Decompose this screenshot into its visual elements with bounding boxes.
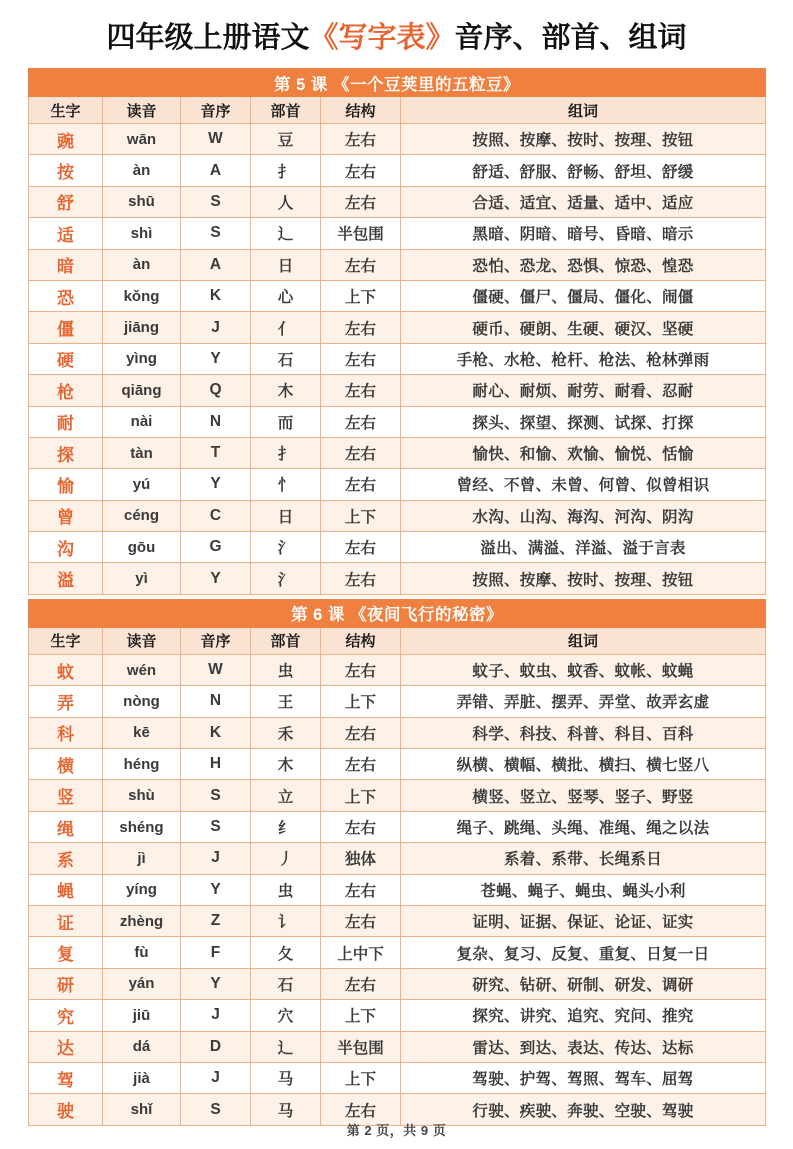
col-header-zi: 生字 bbox=[29, 627, 103, 654]
cell-duyin: shǐ bbox=[103, 1094, 181, 1125]
cell-yinxu: S bbox=[181, 218, 251, 249]
cell-yinxu: Y bbox=[181, 343, 251, 374]
cell-zuci: 硬币、硬朗、生硬、硬汉、坚硬 bbox=[401, 312, 766, 343]
title-part3: 音序、部首、组词 bbox=[454, 22, 687, 54]
table-row bbox=[29, 1031, 766, 1062]
cell-bushou: 而 bbox=[251, 406, 321, 437]
cell-zi: 达 bbox=[29, 1031, 103, 1062]
cell-jiegou: 左右 bbox=[321, 749, 401, 780]
cell-zi: 曾 bbox=[29, 500, 103, 531]
cell-bushou: 氵 bbox=[251, 532, 321, 563]
page-title bbox=[28, 18, 765, 58]
lesson-table-5 bbox=[28, 68, 766, 595]
table-row bbox=[29, 437, 766, 468]
cell-jiegou: 左右 bbox=[321, 437, 401, 468]
cell-zuci: 曾经、不曾、未曾、何曾、似曾相识 bbox=[401, 469, 766, 500]
cell-zi: 复 bbox=[29, 937, 103, 968]
cell-jiegou: 半包围 bbox=[321, 1031, 401, 1062]
cell-duyin: yìng bbox=[103, 343, 181, 374]
cell-yinxu: S bbox=[181, 186, 251, 217]
table-row bbox=[29, 937, 766, 968]
table-row bbox=[29, 905, 766, 936]
cell-jiegou: 左右 bbox=[321, 124, 401, 155]
column-header-row bbox=[29, 97, 766, 124]
cell-bushou: 扌 bbox=[251, 437, 321, 468]
cell-duyin: nài bbox=[103, 406, 181, 437]
lesson-table-6 bbox=[28, 599, 766, 1126]
cell-bushou: 夂 bbox=[251, 937, 321, 968]
cell-yinxu: A bbox=[181, 249, 251, 280]
col-header-yinxu: 音序 bbox=[181, 627, 251, 654]
cell-zi: 豌 bbox=[29, 124, 103, 155]
cell-zuci: 研究、钻研、研制、研发、调研 bbox=[401, 968, 766, 999]
cell-duyin: shéng bbox=[103, 811, 181, 842]
cell-jiegou: 左右 bbox=[321, 406, 401, 437]
cell-zuci: 雷达、到达、表达、传达、达标 bbox=[401, 1031, 766, 1062]
cell-yinxu: W bbox=[181, 654, 251, 685]
cell-duyin: wān bbox=[103, 124, 181, 155]
cell-zi: 舒 bbox=[29, 186, 103, 217]
col-header-yinxu: 音序 bbox=[181, 97, 251, 124]
cell-zi: 僵 bbox=[29, 312, 103, 343]
cell-zi: 硬 bbox=[29, 343, 103, 374]
col-header-bushou: 部首 bbox=[251, 627, 321, 654]
cell-bushou: 丿 bbox=[251, 843, 321, 874]
cell-yinxu: S bbox=[181, 780, 251, 811]
cell-duyin: yíng bbox=[103, 874, 181, 905]
cell-jiegou: 左右 bbox=[321, 717, 401, 748]
cell-jiegou: 独体 bbox=[321, 843, 401, 874]
cell-zuci: 驾驶、护驾、驾照、驾车、屈驾 bbox=[401, 1062, 766, 1093]
cell-zuci: 蚊子、蚊虫、蚊香、蚊帐、蚊蝇 bbox=[401, 654, 766, 685]
cell-zuci: 舒适、舒服、舒畅、舒坦、舒缓 bbox=[401, 155, 766, 186]
table-row bbox=[29, 500, 766, 531]
cell-bushou: 虫 bbox=[251, 874, 321, 905]
cell-duyin: yì bbox=[103, 563, 181, 594]
cell-jiegou: 上下 bbox=[321, 280, 401, 311]
cell-yinxu: N bbox=[181, 686, 251, 717]
cell-jiegou: 左右 bbox=[321, 905, 401, 936]
cell-jiegou: 左右 bbox=[321, 1094, 401, 1125]
table-row bbox=[29, 532, 766, 563]
cell-zuci: 僵硬、僵尸、僵局、僵化、闹僵 bbox=[401, 280, 766, 311]
cell-jiegou: 上下 bbox=[321, 500, 401, 531]
cell-zuci: 按照、按摩、按时、按理、按钮 bbox=[401, 563, 766, 594]
cell-bushou: 豆 bbox=[251, 124, 321, 155]
table-row bbox=[29, 717, 766, 748]
cell-bushou: 日 bbox=[251, 500, 321, 531]
cell-bushou: 辶 bbox=[251, 1031, 321, 1062]
cell-zuci: 弄错、弄脏、摆弄、弄堂、故弄玄虚 bbox=[401, 686, 766, 717]
cell-yinxu: N bbox=[181, 406, 251, 437]
cell-yinxu: C bbox=[181, 500, 251, 531]
table-row bbox=[29, 686, 766, 717]
table-row bbox=[29, 249, 766, 280]
lesson-heading-row bbox=[29, 69, 766, 97]
cell-zi: 蚊 bbox=[29, 654, 103, 685]
cell-bushou: 日 bbox=[251, 249, 321, 280]
cell-yinxu: G bbox=[181, 532, 251, 563]
cell-zuci: 证明、证据、保证、论证、证实 bbox=[401, 905, 766, 936]
cell-bushou: 木 bbox=[251, 749, 321, 780]
cell-bushou: 讠 bbox=[251, 905, 321, 936]
cell-duyin: jì bbox=[103, 843, 181, 874]
cell-duyin: yán bbox=[103, 968, 181, 999]
table-row bbox=[29, 843, 766, 874]
cell-jiegou: 左右 bbox=[321, 811, 401, 842]
cell-duyin: nòng bbox=[103, 686, 181, 717]
cell-zuci: 科学、科技、科普、科目、百科 bbox=[401, 717, 766, 748]
table-row bbox=[29, 186, 766, 217]
cell-jiegou: 左右 bbox=[321, 375, 401, 406]
cell-bushou: 禾 bbox=[251, 717, 321, 748]
cell-duyin: kǒng bbox=[103, 280, 181, 311]
cell-zi: 驾 bbox=[29, 1062, 103, 1093]
cell-jiegou: 左右 bbox=[321, 968, 401, 999]
title-part2: 《写字表》 bbox=[309, 22, 455, 54]
cell-zuci: 手枪、水枪、枪杆、枪法、枪林弹雨 bbox=[401, 343, 766, 374]
cell-duyin: wén bbox=[103, 654, 181, 685]
cell-zuci: 耐心、耐烦、耐劳、耐看、忍耐 bbox=[401, 375, 766, 406]
cell-duyin: kē bbox=[103, 717, 181, 748]
cell-duyin: héng bbox=[103, 749, 181, 780]
cell-zuci: 探究、讲究、追究、究问、推究 bbox=[401, 1000, 766, 1031]
cell-zi: 溢 bbox=[29, 563, 103, 594]
cell-zuci: 愉快、和愉、欢愉、愉悦、恬愉 bbox=[401, 437, 766, 468]
table-row bbox=[29, 811, 766, 842]
cell-jiegou: 左右 bbox=[321, 563, 401, 594]
table-row bbox=[29, 874, 766, 905]
table-row bbox=[29, 155, 766, 186]
cell-jiegou: 上下 bbox=[321, 1062, 401, 1093]
cell-duyin: zhèng bbox=[103, 905, 181, 936]
cell-yinxu: S bbox=[181, 1094, 251, 1125]
table-row bbox=[29, 343, 766, 374]
cell-duyin: qiāng bbox=[103, 375, 181, 406]
cell-duyin: shì bbox=[103, 218, 181, 249]
cell-yinxu: F bbox=[181, 937, 251, 968]
cell-bushou: 亻 bbox=[251, 312, 321, 343]
cell-zi: 愉 bbox=[29, 469, 103, 500]
table-row bbox=[29, 469, 766, 500]
cell-bushou: 人 bbox=[251, 186, 321, 217]
cell-zi: 枪 bbox=[29, 375, 103, 406]
cell-bushou: 马 bbox=[251, 1062, 321, 1093]
cell-bushou: 纟 bbox=[251, 811, 321, 842]
table-row bbox=[29, 654, 766, 685]
cell-zi: 竖 bbox=[29, 780, 103, 811]
column-header-row bbox=[29, 627, 766, 654]
cell-bushou: 虫 bbox=[251, 654, 321, 685]
cell-yinxu: K bbox=[181, 280, 251, 311]
cell-zuci: 黑暗、阴暗、暗号、昏暗、暗示 bbox=[401, 218, 766, 249]
cell-zi: 暗 bbox=[29, 249, 103, 280]
cell-zuci: 横竖、竖立、竖琴、竖子、野竖 bbox=[401, 780, 766, 811]
table-row bbox=[29, 312, 766, 343]
cell-duyin: jiāng bbox=[103, 312, 181, 343]
cell-yinxu: J bbox=[181, 843, 251, 874]
cell-duyin: shū bbox=[103, 186, 181, 217]
cell-duyin: fù bbox=[103, 937, 181, 968]
cell-zi: 证 bbox=[29, 905, 103, 936]
col-header-zuci: 组词 bbox=[401, 627, 766, 654]
cell-duyin: àn bbox=[103, 249, 181, 280]
cell-duyin: tàn bbox=[103, 437, 181, 468]
cell-yinxu: W bbox=[181, 124, 251, 155]
cell-bushou: 石 bbox=[251, 968, 321, 999]
cell-duyin: dá bbox=[103, 1031, 181, 1062]
cell-jiegou: 左右 bbox=[321, 186, 401, 217]
cell-duyin: jià bbox=[103, 1062, 181, 1093]
cell-bushou: 王 bbox=[251, 686, 321, 717]
table-row bbox=[29, 780, 766, 811]
cell-yinxu: J bbox=[181, 1062, 251, 1093]
cell-jiegou: 上下 bbox=[321, 686, 401, 717]
cell-zuci: 合适、适宜、适量、适中、适应 bbox=[401, 186, 766, 217]
cell-zuci: 按照、按摩、按时、按理、按钮 bbox=[401, 124, 766, 155]
cell-duyin: àn bbox=[103, 155, 181, 186]
cell-bushou: 扌 bbox=[251, 155, 321, 186]
table-row bbox=[29, 749, 766, 780]
cell-duyin: gōu bbox=[103, 532, 181, 563]
table-row bbox=[29, 218, 766, 249]
cell-zi: 驶 bbox=[29, 1094, 103, 1125]
table-row bbox=[29, 968, 766, 999]
cell-yinxu: Y bbox=[181, 968, 251, 999]
title-part1: 四年级上册语文 bbox=[106, 22, 310, 54]
cell-yinxu: Z bbox=[181, 905, 251, 936]
cell-yinxu: J bbox=[181, 1000, 251, 1031]
cell-zi: 耐 bbox=[29, 406, 103, 437]
cell-duyin: yú bbox=[103, 469, 181, 500]
cell-zi: 科 bbox=[29, 717, 103, 748]
cell-bushou: 木 bbox=[251, 375, 321, 406]
cell-zuci: 纵横、横幅、横批、横扫、横七竖八 bbox=[401, 749, 766, 780]
cell-zi: 恐 bbox=[29, 280, 103, 311]
cell-zuci: 行驶、疾驶、奔驶、空驶、驾驶 bbox=[401, 1094, 766, 1125]
cell-jiegou: 上中下 bbox=[321, 937, 401, 968]
cell-yinxu: S bbox=[181, 811, 251, 842]
cell-yinxu: D bbox=[181, 1031, 251, 1062]
cell-bushou: 氵 bbox=[251, 563, 321, 594]
cell-zi: 按 bbox=[29, 155, 103, 186]
cell-zuci: 恐怕、恐龙、恐惧、惊恐、惶恐 bbox=[401, 249, 766, 280]
cell-jiegou: 上下 bbox=[321, 780, 401, 811]
cell-yinxu: J bbox=[181, 312, 251, 343]
col-header-bushou: 部首 bbox=[251, 97, 321, 124]
table-row bbox=[29, 124, 766, 155]
cell-bushou: 忄 bbox=[251, 469, 321, 500]
col-header-duyin: 读音 bbox=[103, 97, 181, 124]
table-row bbox=[29, 1000, 766, 1031]
cell-zi: 适 bbox=[29, 218, 103, 249]
cell-zuci: 苍蝇、蝇子、蝇虫、蝇头小利 bbox=[401, 874, 766, 905]
cell-zi: 系 bbox=[29, 843, 103, 874]
cell-zi: 蝇 bbox=[29, 874, 103, 905]
cell-zuci: 水沟、山沟、海沟、河沟、阴沟 bbox=[401, 500, 766, 531]
cell-jiegou: 左右 bbox=[321, 312, 401, 343]
cell-yinxu: Y bbox=[181, 874, 251, 905]
cell-zuci: 溢出、满溢、洋溢、溢于言表 bbox=[401, 532, 766, 563]
cell-jiegou: 左右 bbox=[321, 155, 401, 186]
table-row bbox=[29, 1062, 766, 1093]
lesson-heading-row bbox=[29, 599, 766, 627]
cell-zi: 探 bbox=[29, 437, 103, 468]
cell-yinxu: T bbox=[181, 437, 251, 468]
cell-bushou: 穴 bbox=[251, 1000, 321, 1031]
cell-zuci: 复杂、复习、反复、重复、日复一日 bbox=[401, 937, 766, 968]
cell-bushou: 石 bbox=[251, 343, 321, 374]
cell-duyin: shù bbox=[103, 780, 181, 811]
cell-yinxu: K bbox=[181, 717, 251, 748]
cell-zi: 绳 bbox=[29, 811, 103, 842]
col-header-zi: 生字 bbox=[29, 97, 103, 124]
cell-yinxu: Y bbox=[181, 469, 251, 500]
cell-bushou: 辶 bbox=[251, 218, 321, 249]
col-header-duyin: 读音 bbox=[103, 627, 181, 654]
cell-jiegou: 半包围 bbox=[321, 218, 401, 249]
table-row bbox=[29, 406, 766, 437]
col-header-jiegou: 结构 bbox=[321, 97, 401, 124]
page-footer: 第 2 页，共 9 页 bbox=[346, 1123, 447, 1138]
cell-jiegou: 左右 bbox=[321, 532, 401, 563]
cell-zi: 弄 bbox=[29, 686, 103, 717]
cell-jiegou: 左右 bbox=[321, 249, 401, 280]
lesson-heading: 第 6 课 《夜间飞行的秘密》 bbox=[29, 599, 766, 627]
col-header-jiegou: 结构 bbox=[321, 627, 401, 654]
cell-duyin: jiū bbox=[103, 1000, 181, 1031]
cell-bushou: 心 bbox=[251, 280, 321, 311]
cell-jiegou: 左右 bbox=[321, 654, 401, 685]
cell-yinxu: A bbox=[181, 155, 251, 186]
cell-jiegou: 左右 bbox=[321, 343, 401, 374]
col-header-zuci: 组词 bbox=[401, 97, 766, 124]
cell-yinxu: Q bbox=[181, 375, 251, 406]
cell-zi: 横 bbox=[29, 749, 103, 780]
table-row bbox=[29, 563, 766, 594]
table-row bbox=[29, 280, 766, 311]
cell-duyin: céng bbox=[103, 500, 181, 531]
cell-zuci: 系着、系带、长绳系日 bbox=[401, 843, 766, 874]
cell-zuci: 探头、探望、探测、试探、打探 bbox=[401, 406, 766, 437]
cell-jiegou: 左右 bbox=[321, 874, 401, 905]
cell-jiegou: 左右 bbox=[321, 469, 401, 500]
cell-jiegou: 上下 bbox=[321, 1000, 401, 1031]
cell-zi: 究 bbox=[29, 1000, 103, 1031]
cell-zi: 研 bbox=[29, 968, 103, 999]
cell-zi: 沟 bbox=[29, 532, 103, 563]
cell-zuci: 绳子、跳绳、头绳、准绳、绳之以法 bbox=[401, 811, 766, 842]
cell-bushou: 马 bbox=[251, 1094, 321, 1125]
cell-bushou: 立 bbox=[251, 780, 321, 811]
cell-yinxu: H bbox=[181, 749, 251, 780]
lesson-heading: 第 5 课 《一个豆荚里的五粒豆》 bbox=[29, 69, 766, 97]
table-row bbox=[29, 375, 766, 406]
cell-yinxu: Y bbox=[181, 563, 251, 594]
